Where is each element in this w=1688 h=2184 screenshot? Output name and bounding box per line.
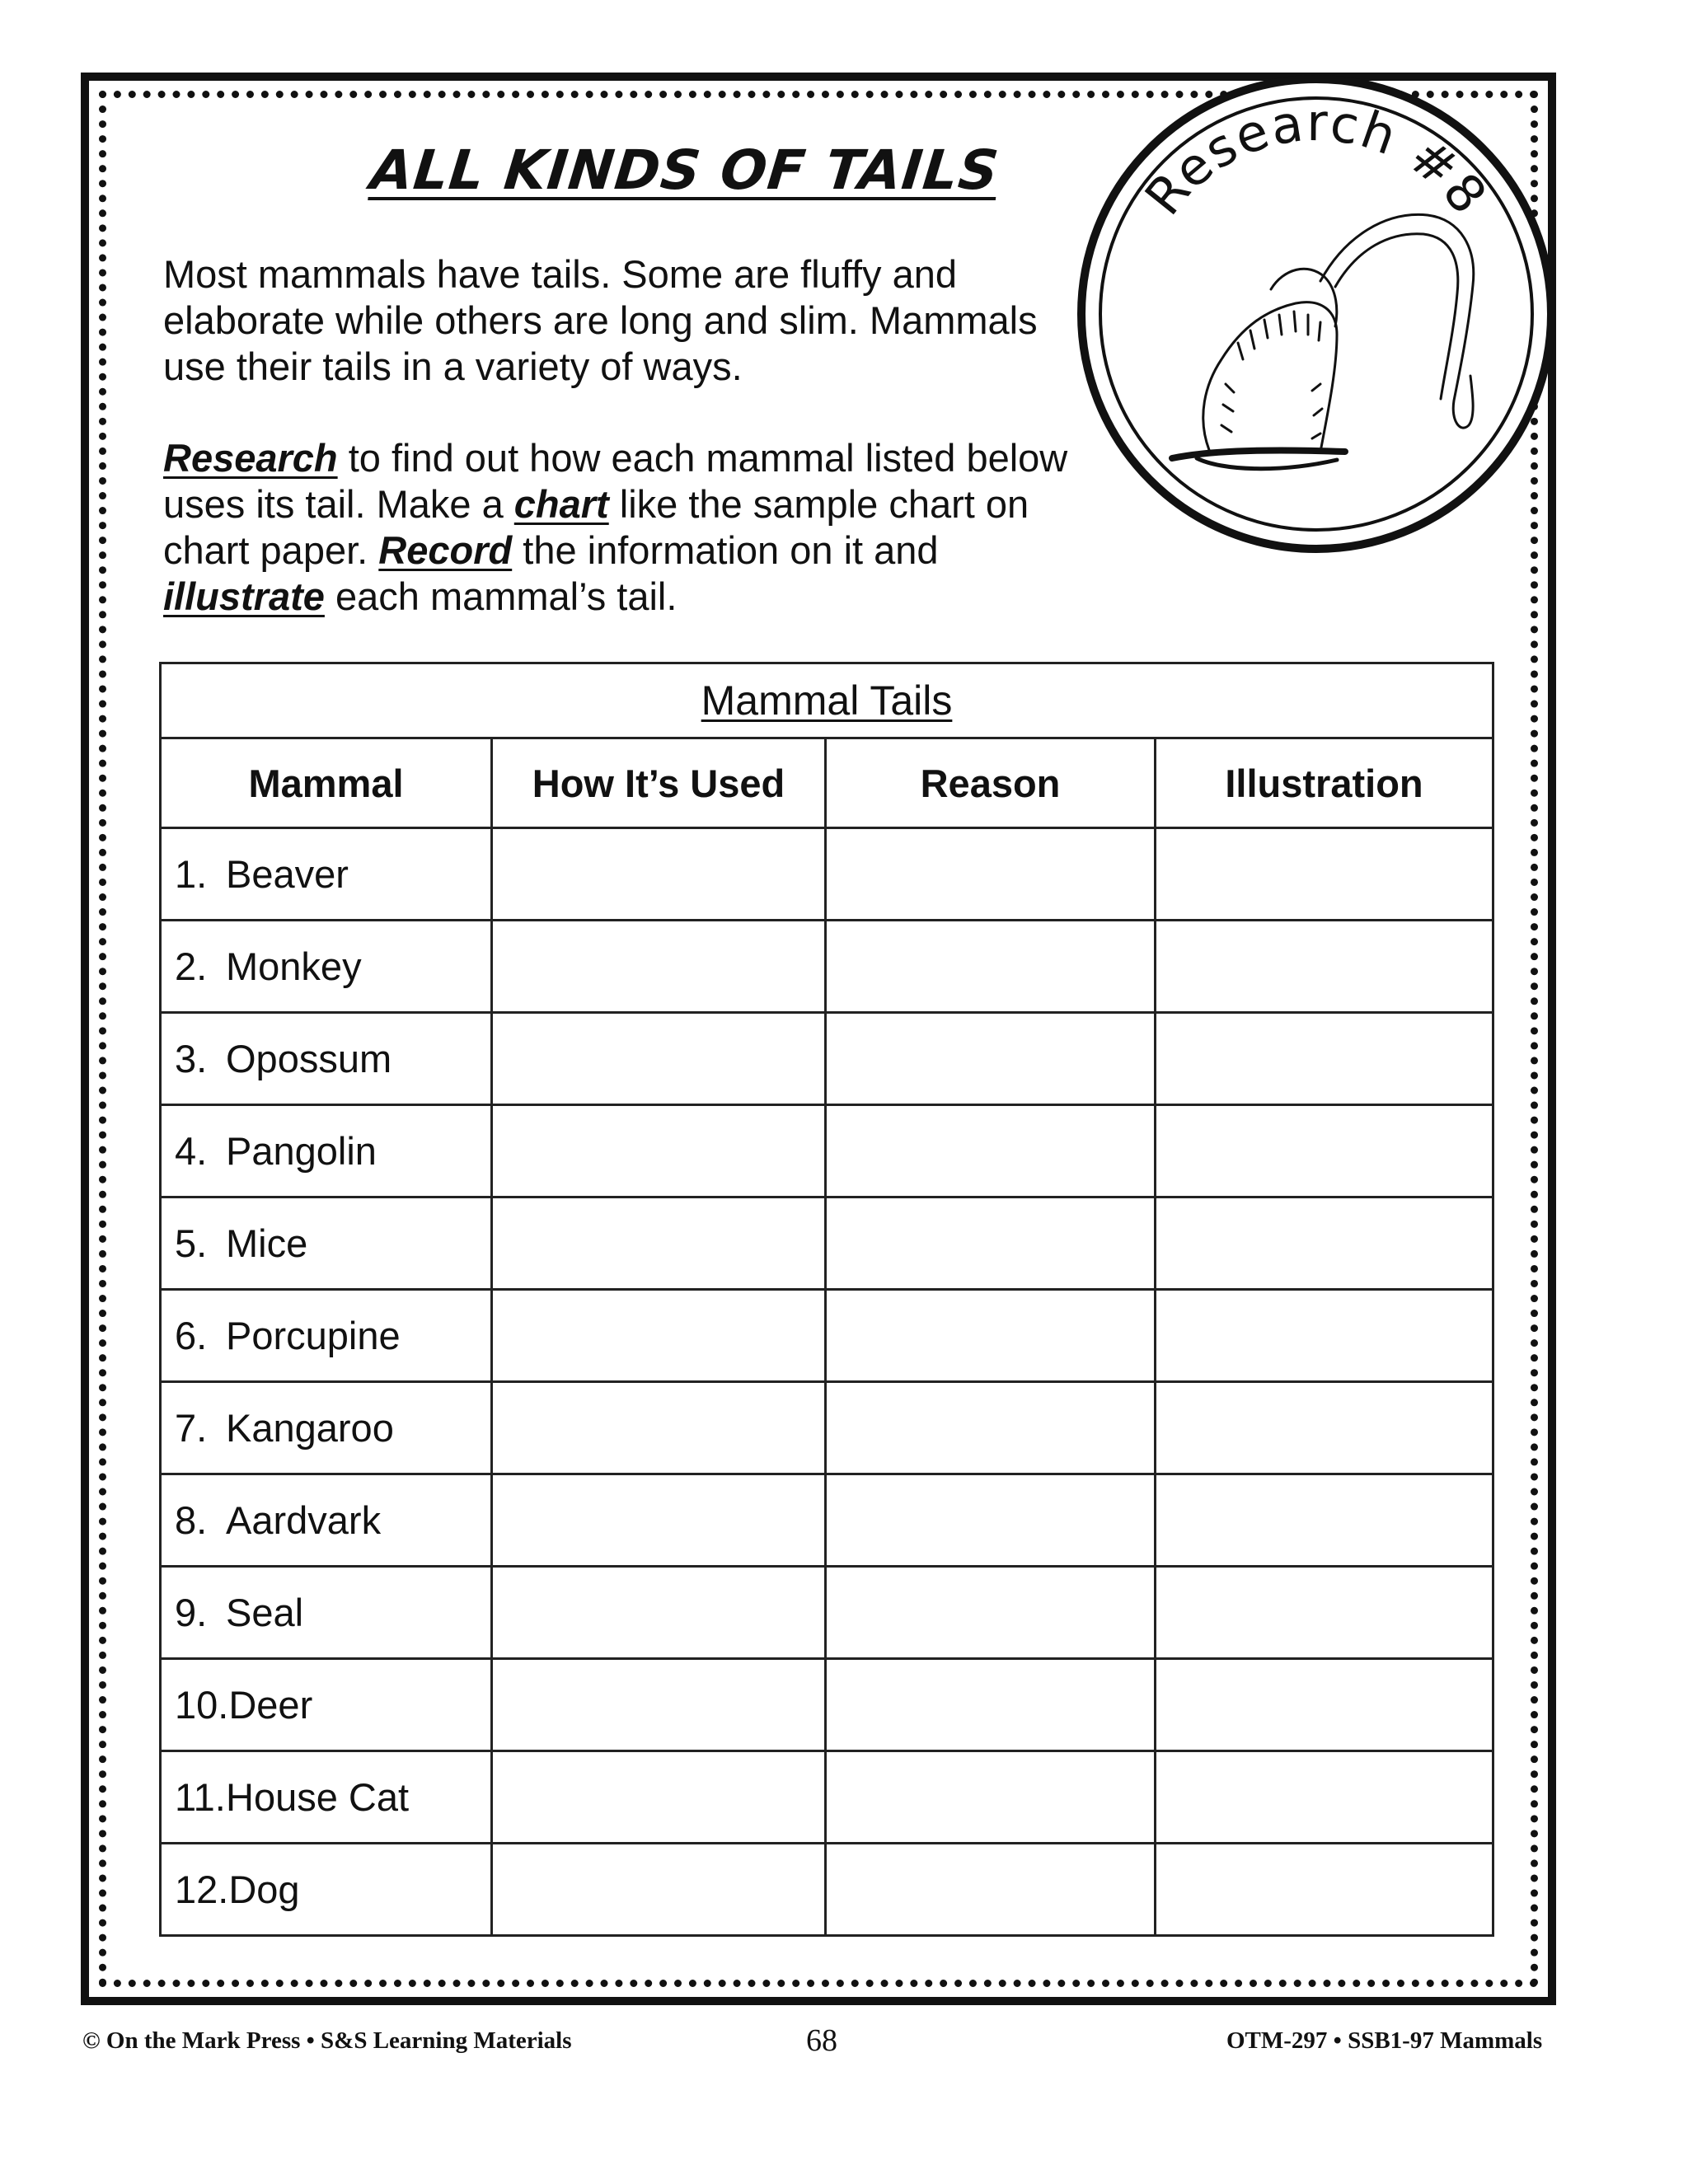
how-its-used-cell[interactable]: [492, 1659, 826, 1751]
illustration-cell[interactable]: [1156, 1659, 1493, 1751]
intro-paragraph: Most mammals have tails. Some are fluffy and elaborate while others are long and slim. Mammals use their tails in a variety of ways.: [163, 252, 1038, 388]
how-its-used-cell[interactable]: [492, 1382, 826, 1474]
table-row: [161, 1013, 1493, 1105]
reason-cell[interactable]: [826, 828, 1156, 921]
reason-cell[interactable]: [826, 1474, 1156, 1567]
column-header-reason: Reason: [826, 738, 1156, 828]
row-number: 10.: [175, 1683, 229, 1727]
row-number: 2.: [175, 944, 208, 988]
mammal-name: Deer: [228, 1683, 313, 1727]
reason-cell[interactable]: [826, 1382, 1156, 1474]
how-its-used-cell[interactable]: [492, 921, 826, 1013]
row-number: 9.: [175, 1591, 208, 1634]
illustration-cell[interactable]: [1156, 1105, 1493, 1197]
table-row: [161, 921, 1493, 1013]
mammal-cell: [161, 1844, 492, 1936]
footer-publisher: © On the Mark Press • S&S Learning Materials: [82, 2027, 572, 2054]
mammal-name: House Cat: [226, 1775, 410, 1819]
mammal-cell: [161, 1751, 492, 1844]
reason-cell[interactable]: [826, 1013, 1156, 1105]
table-row: [161, 1382, 1493, 1474]
reason-cell[interactable]: [826, 1659, 1156, 1751]
table-caption: Mammal Tails: [161, 663, 1493, 738]
mammal-cell: [161, 1474, 492, 1567]
mammal-cell: [161, 1567, 492, 1659]
table-row: [161, 1567, 1493, 1659]
table-row: [161, 1290, 1493, 1382]
mammal-cell: [161, 1382, 492, 1474]
row-number: 7.: [175, 1406, 208, 1450]
illustration-cell[interactable]: [1156, 1844, 1493, 1936]
illustration-cell[interactable]: [1156, 921, 1493, 1013]
row-number: 12.: [175, 1868, 229, 1911]
how-its-used-cell[interactable]: [492, 1290, 826, 1382]
illustration-cell[interactable]: [1156, 1474, 1493, 1567]
instructions-text-3: the information on it and: [512, 528, 939, 572]
reason-cell[interactable]: [826, 1290, 1156, 1382]
page-number: 68: [806, 2023, 837, 2058]
column-header-mammal: Mammal: [161, 738, 492, 828]
page-title: ALL KINDS OF TAILS: [367, 138, 1002, 202]
row-number: 8.: [175, 1498, 208, 1542]
illustration-cell[interactable]: [1156, 828, 1493, 921]
table-row: [161, 1659, 1493, 1751]
table-row: [161, 1751, 1493, 1844]
keyword-chart: chart: [513, 482, 609, 526]
mammal-name: Beaver: [226, 852, 349, 896]
row-number: 5.: [175, 1221, 208, 1265]
mammal-cell: [161, 1197, 492, 1290]
reason-cell[interactable]: [826, 1105, 1156, 1197]
mammal-cell: [161, 1013, 492, 1105]
how-its-used-cell[interactable]: [492, 1197, 826, 1290]
mammal-cell: [161, 1290, 492, 1382]
row-number: 6.: [175, 1314, 208, 1357]
mammal-cell: [161, 1659, 492, 1751]
how-its-used-cell[interactable]: [492, 1567, 826, 1659]
instructions-text-1: to find out how each mammal listed below uses its tail. Make a: [163, 436, 1068, 526]
illustration-cell[interactable]: [1156, 1197, 1493, 1290]
illustration-cell[interactable]: [1156, 1751, 1493, 1844]
table-row: [161, 828, 1493, 921]
reason-cell[interactable]: [826, 1197, 1156, 1290]
reason-cell[interactable]: [826, 1567, 1156, 1659]
table-row: [161, 1844, 1493, 1936]
reason-cell[interactable]: [826, 1751, 1156, 1844]
illustration-cell[interactable]: [1156, 1013, 1493, 1105]
footer-product-code: OTM-297 • SSB1-97 Mammals: [1226, 2027, 1543, 2054]
how-its-used-cell[interactable]: [492, 1844, 826, 1936]
illustration-cell[interactable]: [1156, 1382, 1493, 1474]
mammal-name: Seal: [226, 1591, 304, 1634]
column-header-how-its-used: How It’s Used: [492, 738, 826, 828]
table-row: [161, 1197, 1493, 1290]
how-its-used-cell[interactable]: [492, 1474, 826, 1567]
keyword-record: Record: [378, 528, 513, 572]
research-badge: [1073, 71, 1559, 557]
column-header-illustration: Illustration: [1156, 738, 1493, 828]
mammal-name: Dog: [228, 1868, 300, 1911]
how-its-used-cell[interactable]: [492, 1013, 826, 1105]
keyword-research: Research: [163, 436, 338, 480]
illustration-cell[interactable]: [1156, 1290, 1493, 1382]
table-row: [161, 1105, 1493, 1197]
mammal-cell: [161, 921, 492, 1013]
mammal-name: Opossum: [226, 1037, 392, 1080]
mammal-name: Aardvark: [226, 1498, 382, 1542]
mammal-name: Monkey: [226, 944, 362, 988]
instructions-paragraph: [163, 435, 1103, 620]
row-number: 11.: [175, 1775, 226, 1819]
mammal-cell: [161, 1105, 492, 1197]
keyword-illustrate: illustrate: [163, 574, 325, 618]
mammal-cell: [161, 828, 492, 921]
mammal-name: Mice: [226, 1221, 308, 1265]
instructions-text-2: like the sample chart on chart paper.: [163, 482, 1029, 572]
mammal-tails-table: [159, 662, 1494, 1937]
how-its-used-cell[interactable]: [492, 1751, 826, 1844]
mammal-name: Pangolin: [226, 1129, 377, 1173]
row-number: 1.: [175, 852, 208, 896]
row-number: 4.: [175, 1129, 208, 1173]
how-its-used-cell[interactable]: [492, 1105, 826, 1197]
reason-cell[interactable]: [826, 1844, 1156, 1936]
reason-cell[interactable]: [826, 921, 1156, 1013]
table-row: [161, 1474, 1493, 1567]
illustration-cell[interactable]: [1156, 1567, 1493, 1659]
mammal-name: Porcupine: [226, 1314, 401, 1357]
how-its-used-cell[interactable]: [492, 828, 826, 921]
mammal-name: Kangaroo: [226, 1406, 394, 1450]
badge-label: Research #8: [1132, 91, 1500, 227]
instructions-text-4: each mammal’s tail.: [324, 574, 678, 618]
row-number: 3.: [175, 1037, 208, 1080]
